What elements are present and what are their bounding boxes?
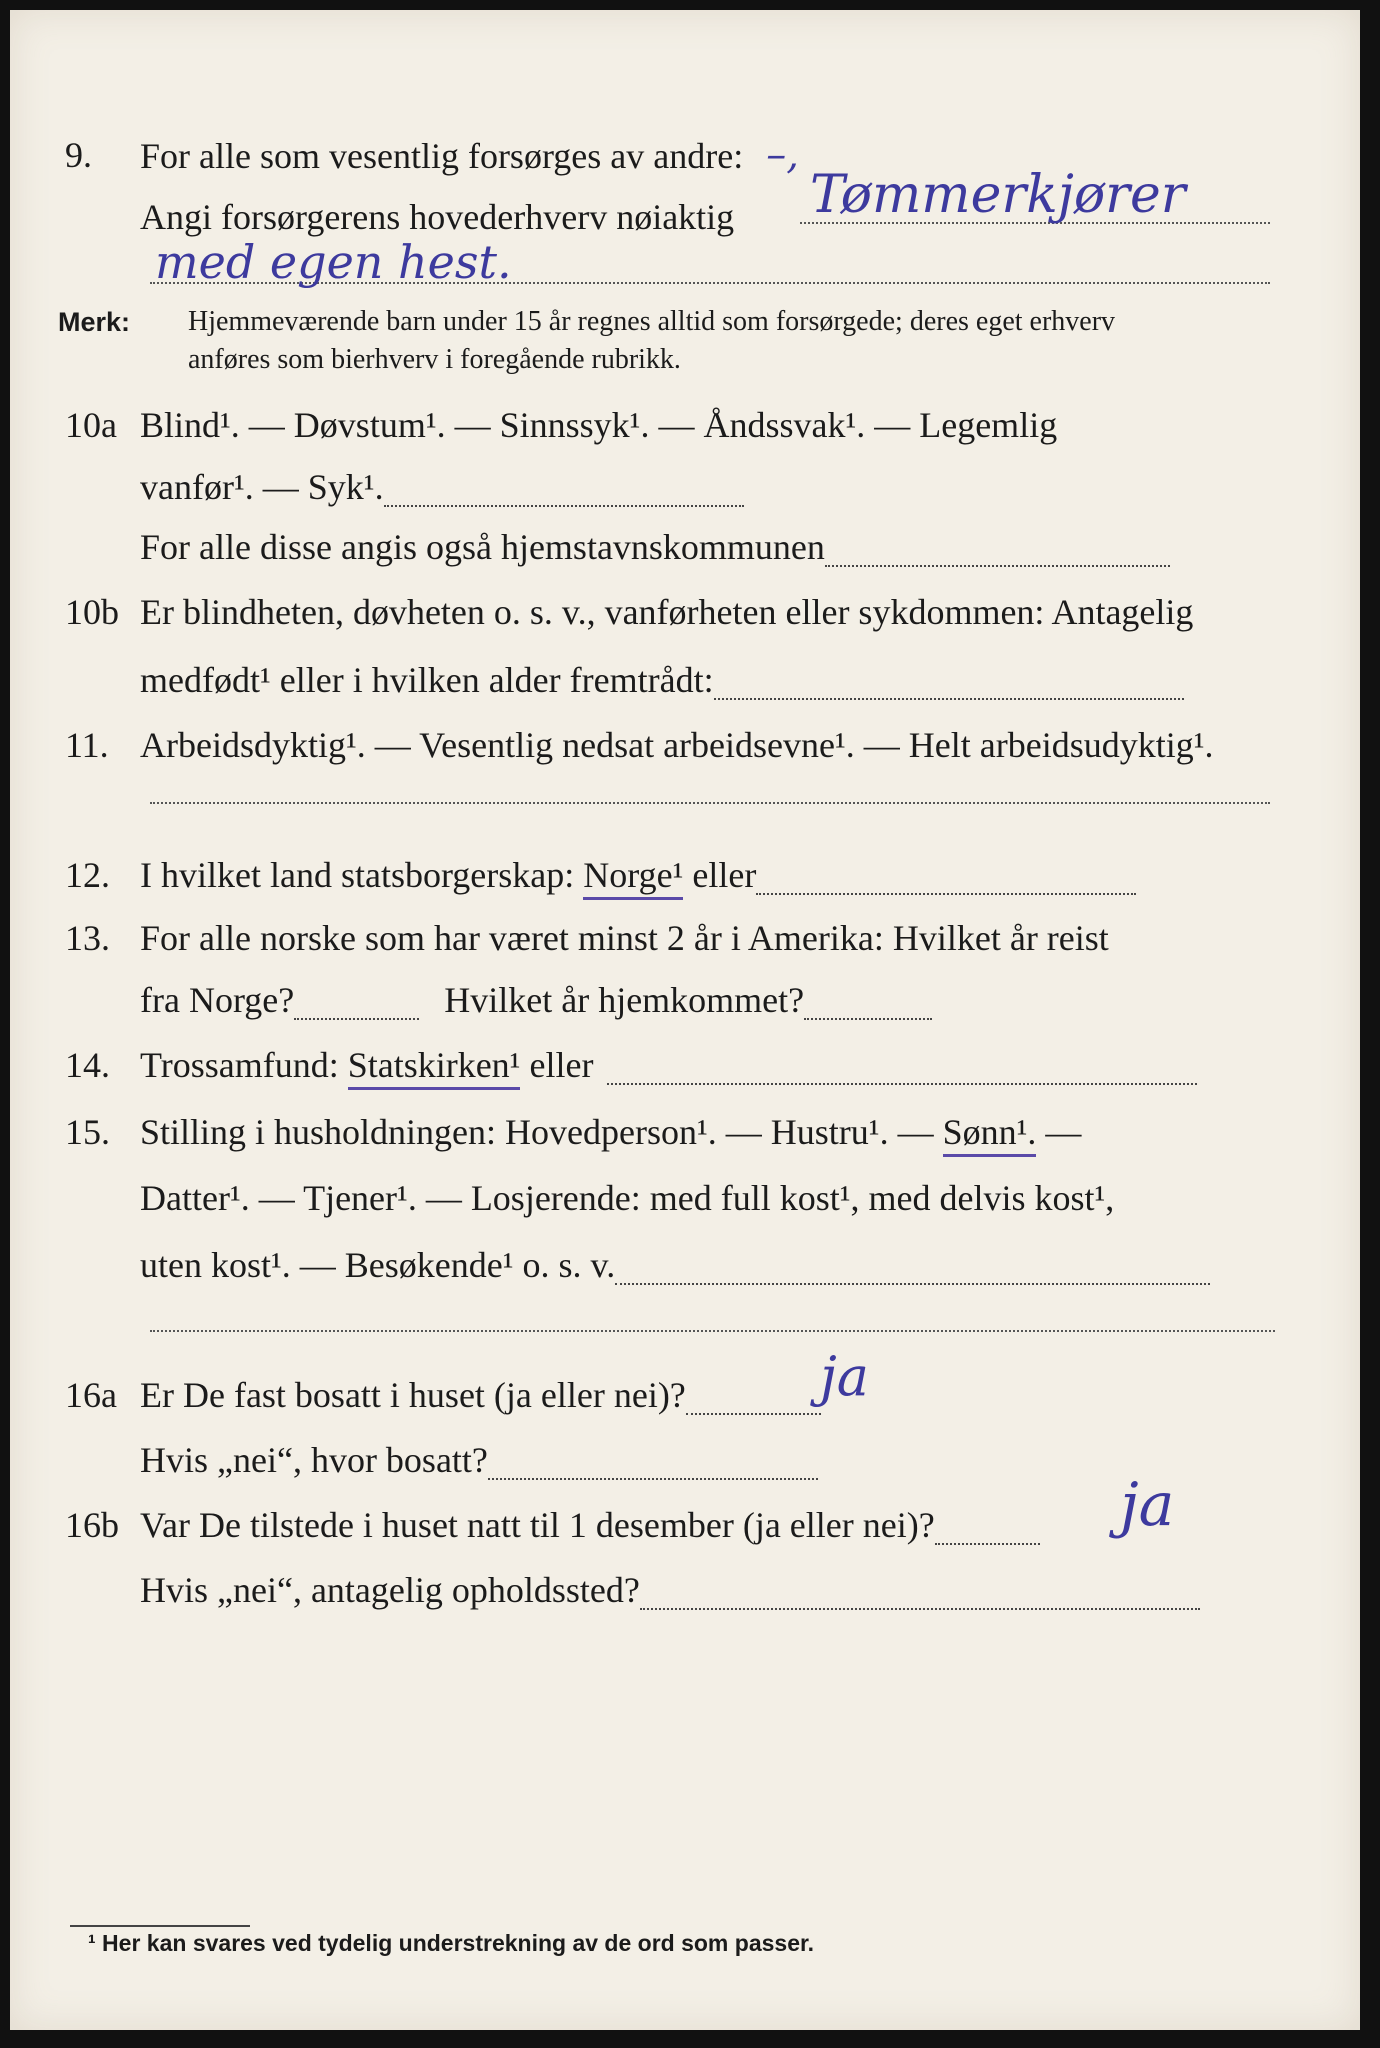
q10a-line2-text: vanfør¹. — Syk¹.: [140, 467, 384, 507]
q16a-line2-text: Hvis „nei“, hvor bosatt?: [140, 1440, 488, 1480]
q13-line1: For alle norske som har været minst 2 år i Amerika: Hvilket år reist: [140, 918, 1109, 958]
q16a-number: 16a: [65, 1375, 117, 1415]
q10a-number: 10a: [65, 405, 117, 445]
q12-text-after: eller: [692, 855, 757, 895]
q15-line1-before: Stilling i husholdningen: Hovedperson¹. — Hustru¹. —: [140, 1112, 934, 1152]
q16a-line2: [140, 1430, 1280, 1490]
q12-line: [140, 845, 1280, 905]
q16a-line1-text: Er De fast bosatt i huset (ja eller nei)?: [140, 1375, 686, 1415]
q16b-line1: [140, 1495, 1280, 1555]
q15-line3-text: uten kost¹. — Besøkende¹ o. s. v.: [140, 1245, 616, 1285]
q13-line2a-dots: [294, 1018, 419, 1020]
merk-label: Merk:: [58, 307, 131, 337]
q12-text-before: I hvilket land statsborgerskap:: [140, 855, 575, 895]
q16a-answer: ja: [820, 1345, 869, 1408]
q15-number: 15.: [65, 1112, 110, 1152]
merk-line2: anføres som bierhverv i foregående rubrikk.: [188, 344, 681, 375]
q10a-line2: [140, 457, 1280, 517]
q14-number: 14.: [65, 1045, 110, 1085]
q16b-number: 16b: [65, 1505, 119, 1545]
q10a-line3-text: For alle disse angis også hjemstavnskommunen: [140, 527, 825, 567]
q15-line1-after: —: [1045, 1112, 1082, 1152]
q16a-line1-dots: [686, 1413, 821, 1415]
q16b-answer: ja: [1120, 1470, 1175, 1540]
footnote: ¹ Her kan svares ved tydelig understrekning av de ord som passer.: [88, 1930, 815, 1956]
q14-line: [140, 1035, 1280, 1095]
q16b-line2: [140, 1560, 1280, 1620]
q14-text-after: eller: [529, 1045, 594, 1085]
q10b-number: 10b: [65, 592, 119, 632]
q14-text-before: Trossamfund:: [140, 1045, 339, 1085]
q10b-line2-text: medfødt¹ eller i hvilken alder fremtrådt:: [140, 660, 714, 700]
q10a-line3: [140, 517, 1280, 577]
q10a-line1: Blind¹. — Døvstum¹. — Sinnssyk¹. — Åndssvak¹. — Legemlig: [140, 405, 1058, 445]
q12-dots: [756, 893, 1136, 895]
q13-line2b-dots: [804, 1018, 932, 1020]
q10a-line2-dots: [384, 505, 744, 507]
q10a-line3-dots: [825, 565, 1170, 567]
q9-number: 9.: [65, 135, 92, 175]
q15-line1: [140, 1102, 1280, 1162]
merk-line1: Hjemmeværende barn under 15 år regnes alltid som forsørgede; deres eget erhverv: [188, 306, 1116, 337]
q13-line2a: fra Norge?: [140, 980, 295, 1020]
q15-answer-rule: [150, 1330, 1275, 1332]
q16a-line1: [140, 1365, 1280, 1425]
q16b-line1-dots: [935, 1543, 1040, 1545]
q12-underlined: Norge¹: [583, 855, 683, 900]
q15-line1-underlined: Sønn¹.: [943, 1112, 1037, 1157]
q10b-line2: [140, 650, 1280, 710]
q12-number: 12.: [65, 855, 110, 895]
census-form-page: [10, 10, 1360, 2030]
footnote-rule: [70, 1925, 250, 1927]
q9-line1-text: For alle som vesentlig forsørges av andre:: [140, 136, 744, 176]
q14-underlined: Statskirken¹: [348, 1045, 521, 1090]
q10b-line2-dots: [714, 698, 1184, 700]
q16b-line2-dots: [640, 1608, 1200, 1610]
q11-answer-rule: [150, 802, 1270, 804]
q16a-line2-dots: [488, 1478, 818, 1480]
q16b-line2-text: Hvis „nei“, antagelig opholdssted?: [140, 1570, 640, 1610]
q9-line1-answer: –,: [766, 132, 799, 178]
q11-number: 11.: [65, 725, 109, 765]
q9-answer-part2: med egen hest.: [155, 235, 512, 289]
q9-line2-text: Angi forsørgerens hovederhverv nøiaktig: [140, 197, 735, 237]
q14-dots: [607, 1083, 1197, 1085]
q9-answer-part1: Tømmerkjører: [810, 165, 1186, 225]
q13-number: 13.: [65, 918, 110, 958]
q13-line2b: Hvilket år hjemkommet?: [444, 980, 805, 1020]
q11-line1: Arbeidsdyktig¹. — Vesentlig nedsat arbeidsevne¹. — Helt arbeidsudyktig¹.: [140, 725, 1214, 765]
q13-line2: [140, 970, 1280, 1030]
q15-line3-dots: [615, 1283, 1210, 1285]
q10b-line1: Er blindheten, døvheten o. s. v., vanførheten eller sykdommen: Antagelig: [140, 592, 1194, 632]
q15-line2: Datter¹. — Tjener¹. — Losjerende: med full kost¹, med delvis kost¹,: [140, 1178, 1115, 1218]
q15-line3: [140, 1235, 1280, 1295]
q16b-line1-text: Var De tilstede i huset natt til 1 desember (ja eller nei)?: [140, 1505, 935, 1545]
